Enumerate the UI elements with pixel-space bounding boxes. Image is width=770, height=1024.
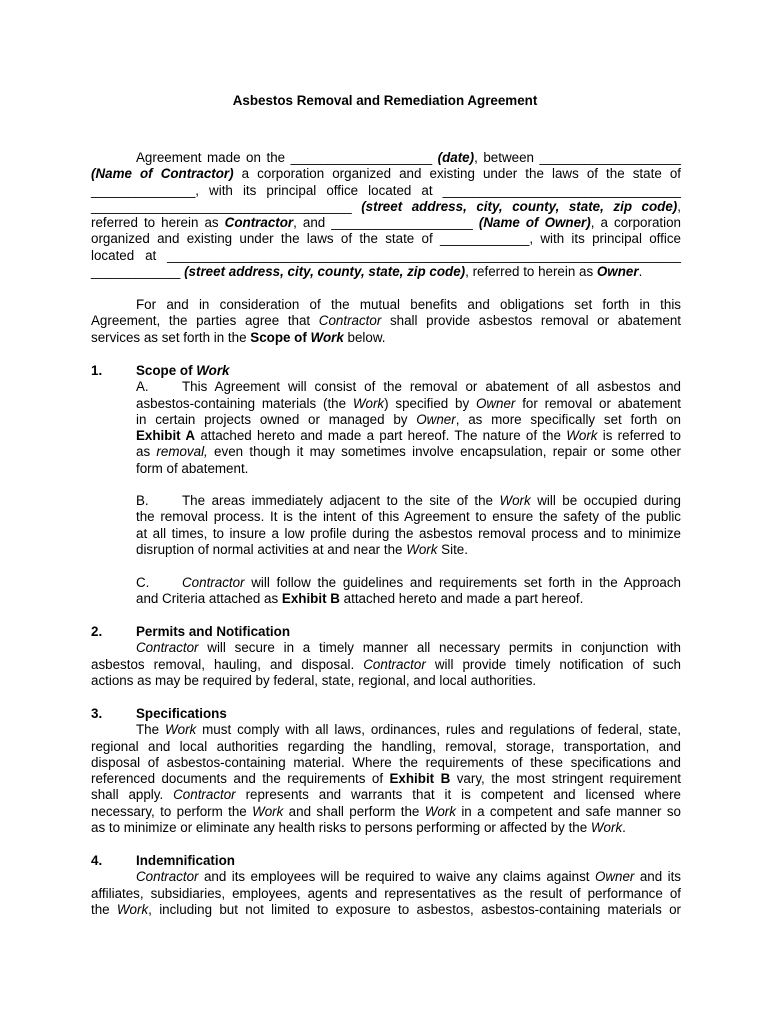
- section-2-line: Contractor will secure in a timely manner all necessary permits in conjunction with: [136, 640, 681, 656]
- section-title: Indemnification: [136, 853, 235, 868]
- section-3-line: necessary, to perform the Work and shall perform the Work in a competent and safe manner so: [91, 803, 682, 819]
- clause-b-line: disruption of normal activities at and near the Work Site.: [136, 541, 468, 557]
- clause-a-line: asbestos-containing materials (the Work) specified by Owner for removal or abatement: [136, 395, 681, 411]
- intro-line: ______________, with its principal office located at ________________________________: [91, 182, 681, 198]
- section-title: Permits and Notification: [136, 624, 291, 639]
- intro-line: ____________ (street address, city, county, state, zip code), referred to herein as Owner.: [91, 264, 643, 280]
- clause-a-line: as removal, even though it may sometimes involve encapsulation, repair or some other: [136, 444, 681, 460]
- section-1-clause-c: [91, 575, 681, 608]
- clause-a-line: A. This Agreement will consist of the removal or abatement of all asbestos and: [136, 379, 681, 395]
- section-heading: [91, 624, 681, 640]
- intro-line: Agreement made on the ___________________ (date), between ___________________: [136, 150, 681, 165]
- clause-letter: C.: [136, 575, 150, 590]
- section-3-specifications: [91, 706, 681, 836]
- section-4-line: Contractor and its employees will be required to waive any claims against Owner and its: [136, 869, 681, 885]
- section-2-line: asbestos removal, hauling, and disposal. Contractor will provide timely notification of such: [91, 656, 681, 672]
- clause-c-line: C. Contractor will follow the guidelines and requirements set forth in the Approach: [136, 575, 681, 590]
- section-heading: [91, 363, 681, 379]
- consideration-line: For and in consideration of the mutual benefits and obligations set forth in this: [136, 297, 681, 312]
- section-number: 4.: [91, 853, 103, 868]
- consideration-line: services as set forth in the Scope of Work below.: [91, 329, 386, 345]
- clause-a-line: form of abatement.: [136, 460, 249, 476]
- clause-c-line: and Criteria attached as Exhibit B attached hereto and made a part hereof.: [136, 591, 584, 607]
- consideration-paragraph: [91, 297, 681, 346]
- section-2-line: actions as may be required by federal, state, regional, and local authorities.: [91, 672, 537, 688]
- section-4-line: affiliates, subsidiaries, employees, agents and representatives as the result of performance of: [91, 885, 681, 901]
- intro-line: ___________________________________ (street address, city, county, state, zip code),: [91, 198, 681, 214]
- section-1-clause-b: [91, 493, 681, 558]
- clause-letter: B.: [136, 493, 149, 508]
- consideration-line: Agreement, the parties agree that Contractor shall provide asbestos removal or abatement: [91, 313, 681, 329]
- section-4-indemnification: [91, 853, 681, 918]
- section-title: Scope of Work: [136, 363, 230, 378]
- section-title: Specifications: [136, 706, 227, 721]
- document-title: Asbestos Removal and Remediation Agreement: [232, 93, 538, 108]
- section-3-line: shall apply. Contractor represents and warrants that it is competent and licensed where: [91, 787, 681, 803]
- section-number: 3.: [91, 706, 103, 721]
- intro-line: organized and existing under the laws of the state of ____________, with its principal office: [91, 231, 681, 247]
- section-heading: [91, 853, 681, 869]
- clause-a-line: Exhibit A attached hereto and made a part hereof. The nature of the Work is referred to: [136, 428, 682, 444]
- clause-b-line: the removal process. It is the intent of this Agreement to ensure the safety of the public: [136, 509, 681, 525]
- section-4-line: the Work, including but not limited to exposure to asbestos, asbestos-containing materials or: [91, 901, 681, 917]
- clause-b-line: at all times, to insure a low profile during the asbestos removal process and to minimize: [136, 525, 681, 541]
- section-heading: [91, 706, 681, 722]
- intro-line: referred to herein as Contractor, and ___________________ (Name of Owner), a corporation: [91, 215, 681, 231]
- section-3-line: as to minimize or eliminate any health risks to persons performing or affected by the Work.: [91, 820, 626, 836]
- intro-paragraph: [91, 150, 681, 280]
- section-2-permits: [91, 624, 681, 689]
- intro-line: located at _____________________________________________________________________: [91, 247, 681, 263]
- section-3-line: referenced documents and the requirements of Exhibit B vary, the most stringent requirement: [91, 771, 681, 787]
- intro-line: (Name of Contractor) a corporation organized and existing under the laws of the state of: [91, 166, 681, 182]
- section-3-line: The Work must comply with all laws, ordinances, rules and regulations of federal, state,: [136, 722, 681, 738]
- section-number: 1.: [91, 363, 103, 378]
- clause-b-line: B. The areas immediately adjacent to the site of the Work will be occupied during: [136, 493, 681, 508]
- section-3-line: disposal of asbestos-containing material. Where the requirements of these specifications and: [91, 754, 681, 770]
- clause-a-line: in certain projects owned or managed by Owner, as more specifically set forth on: [136, 411, 681, 427]
- clause-letter: A.: [136, 379, 149, 395]
- section-3-line: regional and local authorities regarding the handling, removal, storage, transportation, and: [91, 738, 681, 754]
- section-1-scope-of-work: [91, 363, 681, 477]
- section-number: 2.: [91, 624, 103, 639]
